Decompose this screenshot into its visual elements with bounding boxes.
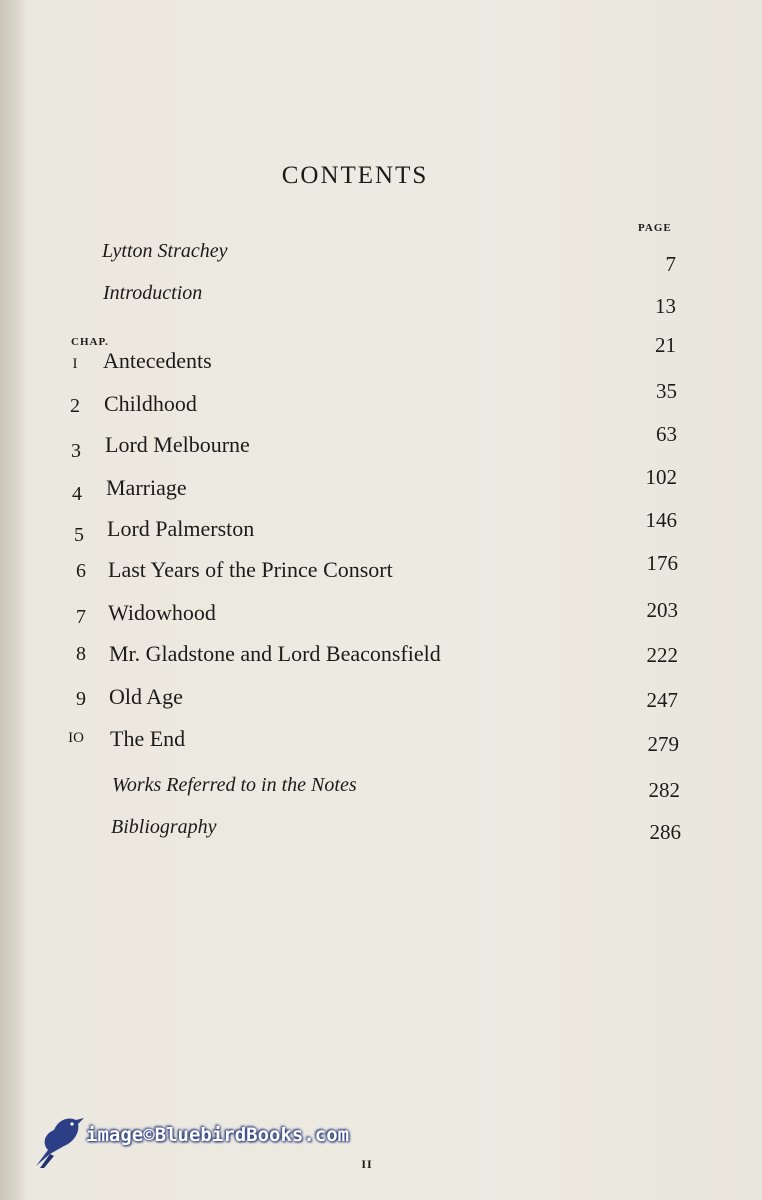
chapter-title: Last Years of the Prince Consort (108, 557, 393, 582)
toc-entry-page: 7 (665, 252, 676, 276)
chapter-page: 63 (656, 422, 677, 446)
chapter-number: 4 (72, 483, 82, 505)
chapter-title: Lord Melbourne (105, 432, 250, 457)
toc-entry-page: 286 (649, 820, 681, 844)
chapter-title: Antecedents (103, 348, 212, 373)
chapter-page: 146 (645, 508, 677, 532)
watermark (28, 1110, 448, 1170)
chapter-row (0, 600, 762, 630)
page-title: CONTENTS (281, 162, 429, 189)
chapter-page: 176 (646, 551, 678, 575)
chapter-number: IO (68, 730, 84, 746)
chapter-number: 2 (70, 395, 80, 417)
toc-entry-label: Bibliography (111, 816, 217, 838)
chapter-number: 3 (71, 440, 81, 462)
toc-entry (0, 774, 762, 804)
chapter-number: 6 (76, 560, 86, 582)
chapter-row (0, 641, 762, 671)
chapter-number: 9 (76, 688, 86, 710)
toc-entry (0, 816, 762, 846)
chapter-row (0, 726, 762, 756)
chapter-row (0, 379, 762, 421)
chapter-page: 102 (645, 465, 677, 489)
chapter-title: The End (110, 726, 186, 751)
watermark-text: image©BluebirdBooks.com (86, 1124, 350, 1146)
chapter-number: 7 (76, 606, 86, 628)
chapter-number: I (72, 356, 78, 372)
page-number: II (361, 1157, 373, 1171)
chapter-column-label: CHAP. (71, 336, 109, 348)
chapter-page: 35 (656, 379, 677, 403)
chapter-title: Childhood (104, 391, 197, 416)
chapter-row (0, 508, 762, 546)
chapter-title: Marriage (106, 475, 187, 500)
chapter-number: 8 (76, 643, 86, 665)
bluebird-logo-icon (28, 1110, 92, 1170)
toc-entry-label: Works Referred to in the Notes (112, 774, 357, 796)
toc-entry-page: 282 (648, 778, 680, 802)
chapter-title: Lord Palmerston (107, 516, 255, 541)
chapter-title: Widowhood (108, 600, 216, 625)
chapter-page: 247 (646, 688, 678, 712)
toc-entry-label: Introduction (103, 282, 203, 304)
toc-entry-page: 13 (655, 294, 676, 318)
chapter-title: Mr. Gladstone and Lord Beaconsfield (109, 641, 441, 666)
chapter-title: Old Age (109, 684, 183, 709)
chapter-row (0, 551, 762, 587)
chapter-row (0, 465, 762, 505)
chapter-page: 203 (646, 598, 678, 622)
toc-entry (0, 282, 762, 318)
toc-entry-label: Lytton Strachey (102, 240, 228, 262)
chapter-row (0, 684, 762, 714)
chapter-page: 21 (655, 333, 676, 357)
chapter-row (0, 422, 762, 462)
page-column-label: PAGE (638, 222, 672, 234)
chapter-page: 279 (647, 732, 679, 756)
toc-entry (0, 240, 762, 276)
chapter-number: 5 (74, 524, 84, 546)
chapter-page: 222 (646, 643, 678, 667)
